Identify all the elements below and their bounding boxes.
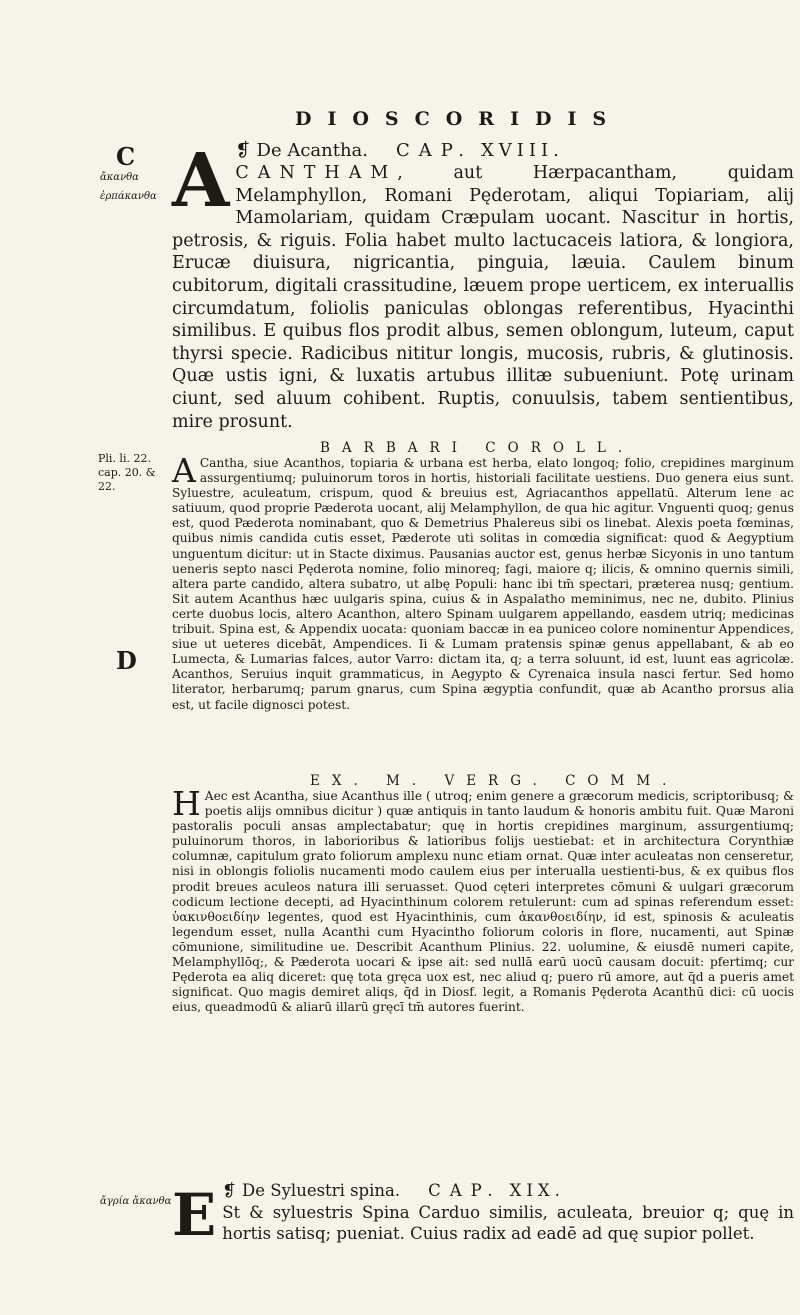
chapter-19-heading [172,1180,794,1202]
vergilius-body-b: legentes, quod est Hyacinthinis, cum [260,909,519,924]
chapter-18-cap-label: CAP. [396,140,473,161]
chapter-19-text: St & syluestris Spina Carduo similis, aculeata, breuior q; quę in hortis satisq; pueniat. Cuius radix ad eadē ad quę supior pollet. [222,1203,794,1243]
chapter-18-body: , aut Hærpacantham, quidam Melamphyllon, Romani Pęderotam, aliqui Topiariam, alij Mamolariam, quidam Cræpulam uocant. Nascitur in hortis, petrosis, & riguis. Folia habet multo lactucaceis latiora, & longiora, Erucæ diuisura, nigricantia, pinguia, læuia. Caulem binum cubitorum, digitali crassitudine, læuem prope uerticem, ex interuallis circumdatum, foliolis paniculas oblongas referentibus, Hyacinthi similibus. E quibus flos prodit albus, semen oblongum, luteum, caput thyrsi specie. Radicibus nititur longis, mucosis, rubris, & glutinosis. Quæ ustis igni, & luxatis artubus illitæ subueniunt. Potę urinam ciunt, sed aluum cohibent. Ruptis, conuulsis, tabem sentientibus, mire prosunt. [172,163,794,432]
chapter-18-text [172,162,794,433]
margin-pliny-reference: Pli. li. 22. cap. 20. & 22. [98,452,156,493]
pilcrow-icon: ❡ [235,140,251,161]
chapter-19 [172,1180,794,1249]
margin-greek-acantha: ἄκανθα [100,172,139,183]
pilcrow-icon: ❡ [222,1181,237,1200]
chapter-18-title: De Acantha. [256,140,369,161]
chapter-19-cap-number: XIX. [509,1181,565,1200]
chapter-19-title: De Syluestri spina. [242,1181,401,1200]
chapter-18-heading [172,140,794,162]
vergilius-body-a: Aec est Acantha, siue Acanthus ille ( utroq; enim genere a græcorum medicis, scriptoribusq; & poetis alijs omnibus dicitur ) quæ antiquis in tanto laudum & honoris ambitu fuit. Quæ Maroni pastoralis poculi ansas amplectabatur; quę in hortis crepidines marginum, assurgentiumq; puluinorum thoros, in laborioribus & latioribus folijs uestiebat: et in architectura Corynthiæ columnæ, capitulum grato foliorum amplexu nunc etiam ornat. Quæ inter aculeatas non censeretur, nisi in oblongis foliolis nucamenti modo caulem eius per interualla uestienti-bus, & ex quibus flos prodit breues aculeos natura illi seruasset. Quod cęteri interpretes cōmuni & uulgari græcorum codicum lectione decepti, ad Hyacinthinum colorem retulerunt: cum ad spinas referendum esset: [172,789,794,909]
vergilius-dropcap: H [172,784,201,823]
vergilius-text [172,784,794,1015]
margin-letter-c: C [116,142,136,171]
chapter-18 [172,140,794,433]
barbari-dropcap: A [172,451,196,490]
chapter-18-dropcap: A [172,138,230,224]
chapter-18-cap-number: XVIII. [480,140,564,161]
vergilius-heading: EX. M. VERG. COMM. [310,773,679,789]
running-head: DIOSCORIDIS [295,108,623,130]
chapter-18-first-word: CANTHAM [235,163,398,183]
vergilius-section [172,774,794,1015]
barbari-heading: BARBARI COROLL. [320,440,635,456]
chapter-19-dropcap: E [172,1181,217,1249]
vergilius-greek-1: ὑακινθοειδίην [172,909,261,924]
chapter-19-cap-label: CAP. [428,1181,502,1200]
margin-greek-agria-acantha: ἄγρία ἄκανθα [100,1196,172,1207]
margin-letter-d: D [116,646,137,675]
barbari-text [172,451,794,713]
vergilius-body-c: , id est, spinosis & aculeatis legendum esset, nulla Acanthi cum Hyacintho foliorum coloris in flore, nucamenti, aut Spinæ cōmunione, similitudine ue. Describit Acanthum Plinius. 22. uolumine, & eiusdē numeri capite, Melamphyllōq;, & Pæderota uocari & ipse ait: sed nullā earū uocū causam docuit: pfertimq; cur Pęderota ea aliq diceret: quę tota gręca uox est, nec aliud q; puero rū amore, aut q̄d a pueris amet significat. Quo magis demiret aliqs, q̄d in Diosf. legit, a Romanis Pęderota Acanthū dici: cū uocis eius, queadmodū & aliarū illarū gręcī tm̄ autores fuerint. [172,909,794,1015]
barbari-section [172,441,794,713]
barbari-body: Cantha, siue Acanthos, topiaria & urbana est herba, elato longoq; folio, crepidines marginum assurgentiumq; puluinorum toros in hortis, historiali facilitate uestiens. Duo genera eius sunt. Syluestre, aculeatum, crispum, quod & breuius est, Agriacanthos appellatū. Alterum lene ac satiuum, quod proprie Pæderota uocant, alij Melamphyllon, de qua hic agitur. Vnguenti quoq; genus est, quod Pæderota nominabant, quo & Demetrius Phalereus sibi os linebat. Alexis poeta fœminas, quibus nimis candida cutis esset, Pæderote uti solitas in comœdia significat: quod & Aegyptium unguentum dicitur: ut in Stacte diximus. Pausanias auctor est, genus herbæ Sicyonis in uno tantum ueneris septo nasci Pęderota nomine, folio minoreq; fagi, maiore q; ilicis, & omnino quernis simili, altera parte candido, altera subatro, ut albę Populi: hanc ibi tm̄ spectari, præterea nusq; gentium. Sit autem Acanthus hæc uulgaris spina, cuius & in Aspalatho meminimus, nec ne, dubito. Plinius certe duobus locis, altero Acanthon, altero Spinam uulgarem appellando, easdem utriq; medicinas tribuit. Spina est, & Appendix uocata: quoniam baccæ in ea puniceo colore nominentur Appendices, siue ut ueteres dicebāt, Ampendices. Ii & Lumam pratensis spinæ genus appellabant, & ab eo Lumecta, & Lumarias falces, autor Varro: dictam ita, q; a terra soluunt, id est, luunt eas agricolæ. Acanthos, Seruius inquit grammaticus, in Aegypto & Cyrenaica insula nasci fertur. Sed homo literator, herbarumq; parum gnarus, cum Spina ægyptia confundit, quæ ab Acantho prorsus alia est, ut facile dignosci potest. [172,456,794,712]
vergilius-greek-2: ἀκανθοειδίην [518,909,603,924]
margin-greek-herpacantha: ἐρπάκανθα [100,191,157,202]
